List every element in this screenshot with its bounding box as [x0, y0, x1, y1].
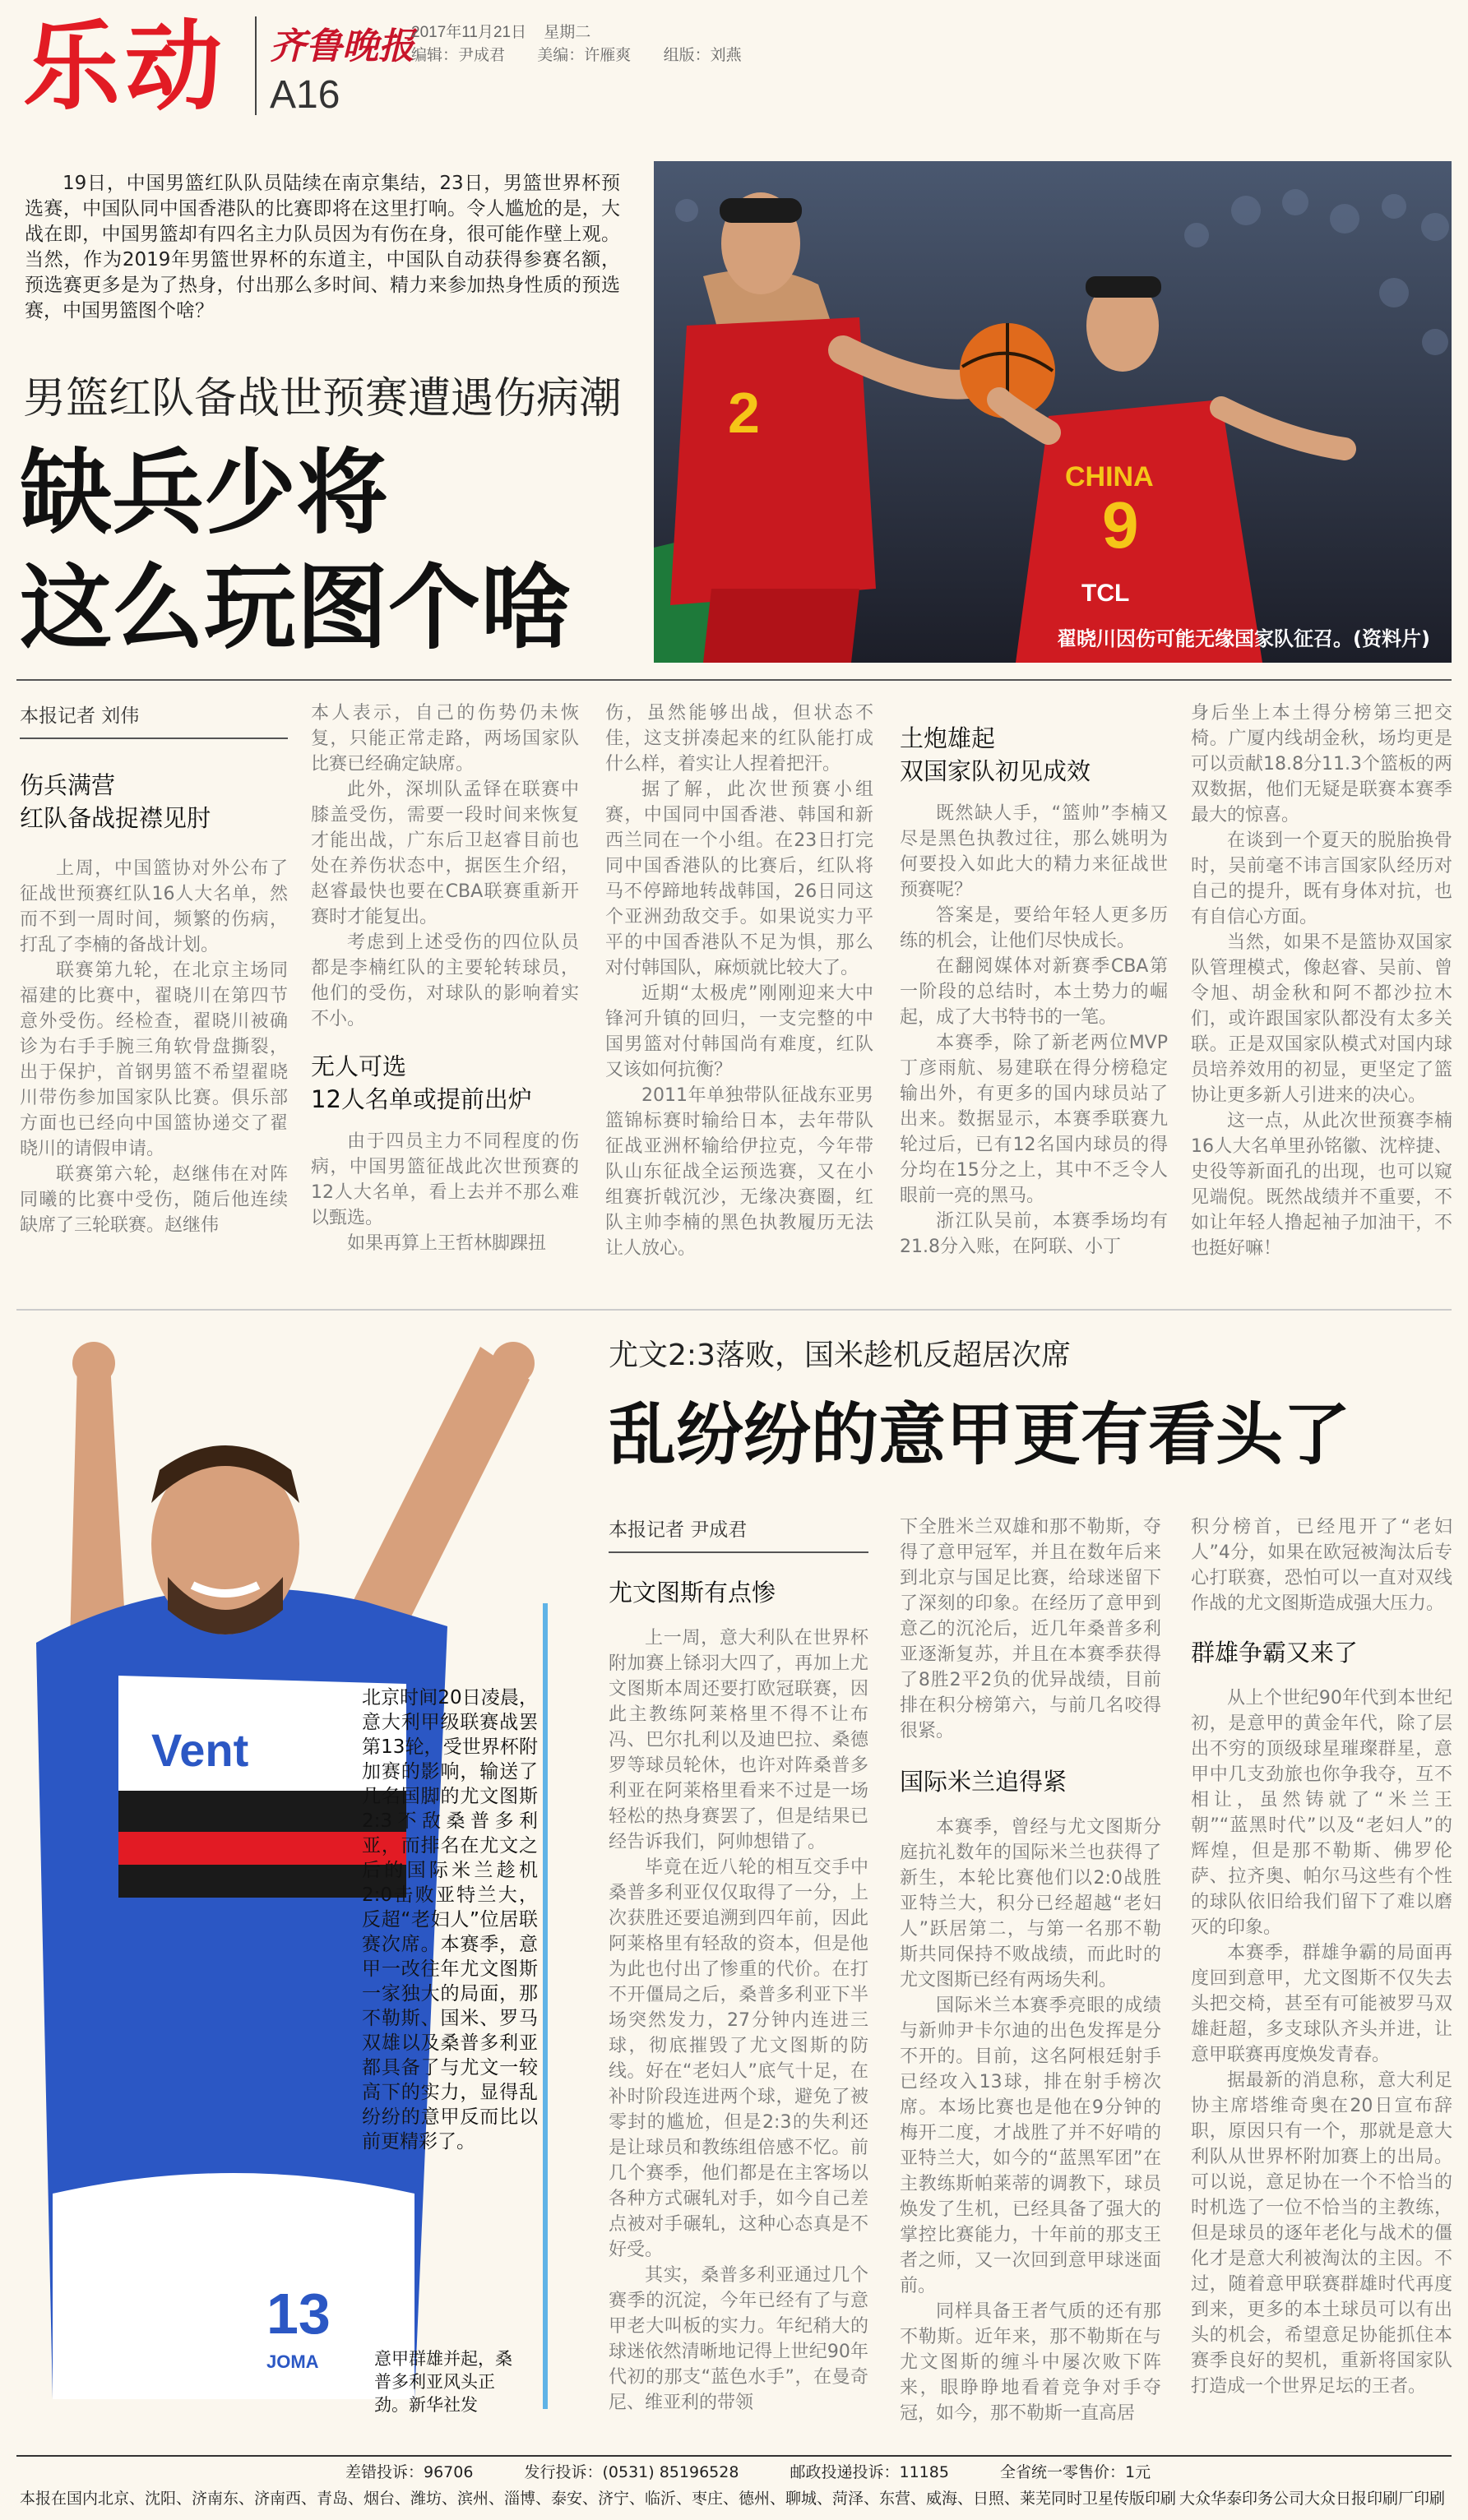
paragraph: 这一点，从此次世预赛李楠16人大名单里孙铭徽、沈梓捷、史役等新面孔的出现，也可以窥见端倪。既然战绩并不重要，不如让年轻人撸起袖子加油干，不也挺好嘛！ [1191, 1111, 1452, 1259]
story2-column-1 [609, 1514, 868, 2416]
photo-caption-long: 北京时间20日凌晨，意大利甲级联赛战罢第13轮，受世界杯附加赛的影响，输送了几名国脚的尤文图斯2:3不敌桑普多利亚，而排名在尤文之后的国际米兰趁机2:0击败亚特兰大，反超“老妇人”位居联赛次席。本赛季，意甲一改往年尤文图斯一家独大的局面，那不勒斯、国米、罗马双雄以及桑普多利亚都具备了与尤文一较高下的实力，显得乱纷纷的意甲反而比以前更精彩了。 [362, 1687, 538, 2152]
body-text [1191, 701, 1452, 1261]
photo-caption-credit: 意甲群雄并起，桑普多利亚风头正劲。新华社发 [374, 2349, 512, 2415]
byline: 本报记者 刘伟 [20, 705, 140, 727]
svg-text:TCL: TCL [1081, 580, 1130, 607]
paragraph: 2011年单独带队征战东亚男篮锦标赛时输给日本，去年带队征战亚洲杯输给伊拉克，今年带队山东征战全运预选赛，又在小组赛折戟沉沙，无缘决赛圈，红队主帅李楠的黑色执教履历无法让人放心。 [605, 1085, 873, 1259]
body-text [605, 701, 873, 1261]
paragraph: 答案是，要给年轻人更多历练的机会，让他们尽快成长。 [900, 905, 1168, 951]
paragraph: 在谈到一个夏天的脱胎换骨时，吴前毫不讳言国家队经历对自己的提升，既有身体对抗，也有自信心方面。 [1191, 830, 1452, 927]
paragraph: 联赛第九轮，在北京主场同福建的比赛中，翟晓川在第四节意外受伤。经检查，翟晓川被确诊为右手手腕三角软骨盘撕裂，出于保护，首钢男篮不希望翟晓川带伤参加国家队比赛。俱乐部方面也已经向中国篮协递交了翟晓川的请假申请。 [20, 960, 288, 1159]
subhead-line: 双国家队初见成效 [900, 757, 1091, 785]
byline-rule [20, 738, 288, 739]
body-text [20, 856, 288, 1238]
paragraph: 毕竟在近八轮的相互交手中桑普多利亚仅仅取得了一分，上次获胜还要追溯到四年前，因此阿莱格里有轻敌的资本，但是他为此也付出了惨重的代价。在打不开僵局之后，桑普多利亚下半场突然发力，27分钟内连进三球，彻底摧毁了尤文图斯的防线。好在“老妇人”底气十足，在补时阶段连进两个球，避免了被零封的尴尬，但是2:3的失利还是让球员和教练组倍感不忆。前几个赛季，他们都是在主客场以各种方式碾轧对手，如今自己差点被对手碾轧，这种心态真是不好受。 [609, 1857, 868, 2260]
body-text [1191, 1514, 1452, 1616]
svg-text:9: 9 [1102, 488, 1139, 562]
basketball-illustration [654, 161, 1452, 663]
distribution-line: 发行投诉：(0531) 85196528 [524, 2463, 739, 2481]
paragraph: 考虑到上述受伤的四位队员都是李楠红队的主要轮转球员，他们的受伤，对球队的影响着实不小。 [311, 932, 579, 1029]
paragraph: 由于四员主力不同程度的伤病，中国男篮征战此次世预赛的12人大名单，看上去并不那么难以甄选。 [311, 1131, 579, 1228]
paragraph: 本赛季，除了新老两位MVP丁彦雨航、易建联在得分榜稳定输出外，有更多的国内球员站了出来。数据显示，本赛季联赛九轮过后，已有12名国内球员的得分均在15分之上，其中不乏令人眼前一亮的黑马。 [900, 1033, 1168, 1206]
story2-headline: 乱纷纷的意甲更有看头了 [609, 1396, 1351, 1474]
subhead-1 [20, 769, 288, 835]
subhead-line: 红队备战捉襟见肘 [20, 804, 211, 832]
accent-bar [543, 1603, 548, 2409]
complaint-line: 差错投诉：96706 [345, 2463, 474, 2481]
date-line [411, 20, 590, 42]
paragraph: 上一周，意大利队在世界杯附加赛上铩羽大四了，再加上尤文图斯本周还要打欧冠联赛，因此主教练阿莱格里不得不让布冯、巴尔扎利以及迪巴拉、桑德罗等球员轮休，也许对阵桑普多利亚在阿莱格里看来不过是一场轻松的热身赛罢了，但是结果已经告诉我们，阿帅想错了。 [609, 1628, 868, 1852]
paragraph: 从上个世纪90年代到本世纪初，是意甲的黄金年代，除了层出不穷的顶级球星璀璨群星，意甲中几支劲旅也你争我夺，互不相让，虽然铸就了“米兰王朝”“蓝黑时代”以及“老妇人”的辉煌，但是那不勒斯、佛罗伦萨、拉齐奥、帕尔马这些有个性的球队依旧给我们留下了难以磨灭的印象。 [1191, 1688, 1452, 1938]
svg-text:Vent: Vent [151, 1724, 249, 1776]
subhead-1: 尤文图斯有点惨 [609, 1579, 776, 1607]
paragraph: 下全胜米兰双雄和那不勒斯，夺得了意甲冠军，并且在数年后来到北京与国足比赛，给球迷留下了深刻的印象。在经历了意甲到意乙的沉沦后，近几年桑普多利亚逐渐复苏，并且在本赛季获得了8胜2平2负的优异战绩，目前排在积分榜第六，与前几名咬得很紧。 [900, 1517, 1161, 1741]
paragraph: 积分榜首，已经甩开了“老妇人”4分，如果在欧冠被淘汰后专心打联赛，恐怕可以一直对双线作战的尤文图斯造成强大压力。 [1191, 1517, 1452, 1614]
page-number: A16 [270, 73, 340, 117]
editor: 编辑：尹成君 [411, 47, 506, 64]
story-divider [16, 1309, 1452, 1311]
byline-rule [609, 1551, 868, 1553]
paragraph: 联赛第六轮，赵继伟在对阵同曦的比赛中受伤，随后他连续缺席了三轮联赛。赵继伟 [20, 1164, 288, 1236]
svg-text:13: 13 [266, 2282, 331, 2346]
svg-text:2: 2 [728, 381, 760, 445]
paragraph: 本人表示，自己的伤势仍未恢复，只能正常走路，两场国家队比赛已经确定缺席。 [311, 703, 579, 774]
svg-text:CHINA: CHINA [1065, 461, 1154, 492]
paragraph: 浙江队吴前，本赛季场均有21.8分入账，在阿联、小丁 [900, 1211, 1168, 1257]
section-name: 乐动 [23, 10, 228, 123]
story1-kicker: 男篮红队备战世预赛遭遇伤病潮 [23, 374, 623, 423]
story2-kicker: 尤文2:3落败，国米趁机反超居次席 [609, 1339, 1071, 1372]
masthead-divider [255, 16, 257, 115]
body-text [900, 1514, 1161, 1744]
postal-line: 邮政投递投诉：11185 [790, 2463, 949, 2481]
photo-caption: 翟晓川因伤可能无缘国家队征召。(资料片) [1057, 627, 1430, 650]
footer-printer: 大众华泰印务公司大众日报印刷厂印刷 [1179, 2490, 1445, 2508]
staff-line [411, 43, 770, 65]
paragraph: 据了解，此次世预赛小组赛，中国同中国香港、韩国和新西兰同在一个小组。在23日打完同中国香港队的比赛后，红队将马不停蹄地转战韩国，26日同这个亚洲劲敌交手。如果说实力平平的中国香港队不足为惧，那么对付韩国队，麻烦就比较大了。 [605, 779, 873, 978]
story1-headline [20, 436, 645, 666]
subhead-2 [311, 1050, 579, 1116]
subhead-2: 国际米兰追得紧 [900, 1768, 1067, 1796]
paragraph: 伤，虽然能够出战，但状态不佳，这支拼凑起来的红队能打成什么样，着实让人捏着把汗。 [605, 703, 873, 774]
subhead-line: 伤兵满营 [20, 771, 116, 799]
body-text [900, 801, 1168, 1260]
body-text [609, 1625, 868, 2416]
headline-line-2: 这么玩图个啥 [20, 555, 572, 662]
paragraph: 其实，桑普多利亚通过几个赛季的沉淀，今年已经有了与意甲老大叫板的实力。年纪稍大的球迷依然清晰地记得上世纪90年代初的那支“蓝色水手”，在曼奇尼、维亚利的带领 [609, 2265, 868, 2413]
paragraph: 据最新的消息称，意大利足协主席塔维奇奥在20日宣布辞职，原因只有一个，那就是意大利队从世界杯附加赛上的出局。可以说，意足协在一个不恰当的时机选了一位不恰当的主教练，但是球员的逐年老化与战术的僵化才是意大利被淘汰的主因。不过，随着意甲联赛群雄时代再度到来，更多的本土球员可以有出头的机会，希望意足协能抓住本赛季良好的契机，重新将国家队打造成一个世界足坛的王者。 [1191, 2070, 1452, 2397]
subhead-3 [900, 722, 1168, 788]
body-text [311, 701, 579, 1032]
paragraph: 同样具备王者气质的还有那不勒斯。近年来，那不勒斯在与尤文图斯的缠斗中屡次败下阵来，眼睁睁地看着竞争对手夺冠，如今，那不勒斯一直高居 [900, 2301, 1161, 2424]
story1-column-5 [1191, 701, 1452, 1261]
body-text [311, 1129, 579, 1256]
paragraph: 身后坐上本土得分榜第三把交椅。广厦内线胡金秋，场均更是可以贡献18.8分11.3个篮板的两双数据，他们无疑是联赛本赛季最大的惊喜。 [1191, 703, 1452, 825]
paragraph: 当然，如果不是篮协双国家队管理模式，像赵睿、吴前、曾令旭、胡金秋和阿不都沙拉木们，或许跟国家队都没有太多关联。正是双国家队模式对国内球员培养效用的初显，更坚定了篮协让更多新人引进来的决心。 [1191, 932, 1452, 1106]
paragraph: 国际米兰本赛季亮眼的成绩与新帅尹卡尔迪的出色发挥是分不开的。目前，这名阿根廷射手已经攻入13球，排在射手榜次席。本场比赛也是他在9分钟的梅开二度，才战胜了并不好啃的亚特兰大，如今的“蓝黑军团”在主教练斯帕莱蒂的调教下，球员焕发了生机，已经具备了强大的掌控比赛能力，十年前的那支王者之师，又一次回到意甲球迷面前。 [900, 1995, 1161, 2296]
svg-text:JOMA: JOMA [266, 2351, 319, 2372]
story1-column-2 [311, 701, 579, 1256]
story1-column-1 [20, 701, 288, 1238]
subhead-line: 12人名单或提前出炉 [311, 1085, 532, 1113]
section-masthead [23, 5, 245, 128]
body-text [900, 1815, 1161, 2426]
issue-weekday: 星期二 [544, 24, 591, 41]
story1-top-rule [16, 679, 1452, 686]
story1-column-4 [900, 701, 1168, 1260]
paragraph: 上周，中国篮协对外公布了征战世预赛红队16人大名单，然而不到一周时间，频繁的伤病，打乱了李楠的备战计划。 [20, 858, 288, 955]
designer: 美编：许雁爽 [537, 47, 632, 64]
story2-column-2 [900, 1514, 1161, 2426]
paragraph: 此外，深圳队孟铎在联赛中膝盖受伤，需要一段时间来恢复才能出战，广东后卫赵睿目前也处在养伤状态中，据医生介绍，赵睿最快也要在CBA联赛重新开赛时才能复出。 [311, 779, 579, 927]
footer-contacts [345, 2460, 1197, 2482]
subhead-line: 土炮雄起 [900, 724, 996, 752]
subhead-line: 无人可选 [311, 1052, 407, 1080]
subhead-3: 群雄争霸又来了 [1191, 1639, 1359, 1667]
story1-lead: 19日，中国男篮红队队员陆续在南京集结，23日，男篮世界杯预选赛，中国队同中国香港队的比赛即将在这里打响。令人尴尬的是，大战在即，中国男篮却有四名主力队员因为有伤在身，很可能作壁上观。当然，作为2019年男篮世界杯的东道主，中国队自动获得参赛名额，预选赛更多是为了热身，付出那么多时间、精力来参加热身性质的预选赛，中国男篮图个啥？ [25, 173, 620, 321]
paragraph: 在翻阅媒体对新赛季CBA第一阶段的总结时，本土势力的崛起，成了大书特书的一笔。 [900, 956, 1168, 1028]
proofreader: 组版：刘燕 [663, 47, 742, 64]
paragraph: 如果再算上王哲林脚踝扭 [347, 1233, 547, 1254]
newspaper-logo: 齐鲁晚报 [270, 25, 414, 67]
story1-column-3 [605, 701, 873, 1261]
byline: 本报记者 尹成君 [609, 1519, 748, 1541]
issue-date: 2017年11月21日 [411, 24, 527, 41]
paragraph: 本赛季，曾经与尤文图斯分庭抗礼数年的国际米兰也获得了新生，本轮比赛他们以2:0战胜亚特兰大，积分已经超越“老妇人”跃居第二，与第一名那不勒斯共同保持不败战绩，而此时的尤文图斯已经有两场失利。 [900, 1817, 1161, 1991]
paragraph: 既然缺人手，“篮帅”李楠又尽是黑色执教过往，那么姚明为何要投入如此大的精力来征战世预赛呢？ [900, 803, 1168, 900]
footer-rule [16, 2455, 1452, 2457]
story2-column-3 [1191, 1514, 1452, 2399]
basketball-photo [654, 161, 1452, 663]
body-text [1191, 1685, 1452, 2399]
footer-print-sites: 本报在国内北京、沈阳、济南东、济南西、青岛、烟台、潍坊、滨州、淄博、泰安、济宁、临沂、枣庄、德州、聊城、菏泽、东营、威海、日照、莱芜同时卫星传版印刷 [20, 2490, 1177, 2508]
headline-line-1: 缺兵少将 [20, 440, 388, 547]
price-line: 全省统一零售价：1元 [999, 2463, 1151, 2481]
paragraph: 近期“太极虎”刚刚迎来大中锋河升镇的回归，一支完整的中国男篮对付韩国尚有难度，红队又该如何抗衡？ [605, 983, 873, 1080]
paragraph: 本赛季，群雄争霸的局面再度回到意甲，尤文图斯不仅失去头把交椅，甚至有可能被罗马双雄赶超，多支球队齐头并进，让意甲联赛再度焕发青春。 [1191, 1943, 1452, 2065]
